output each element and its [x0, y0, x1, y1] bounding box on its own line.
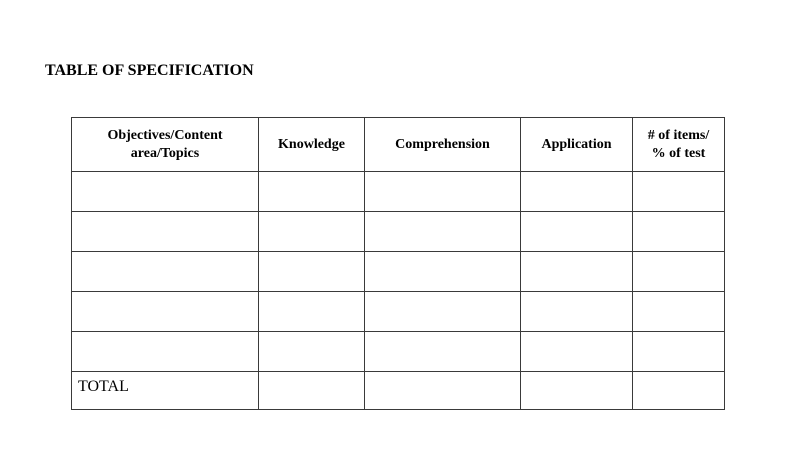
- table-cell[interactable]: [365, 332, 521, 372]
- table-cell[interactable]: [521, 252, 633, 292]
- header-row: [72, 118, 725, 172]
- table-cell[interactable]: [365, 292, 521, 332]
- table-row: [72, 172, 725, 212]
- header-comprehension-label: Comprehension: [395, 136, 490, 152]
- header-objectives-line1: Objectives/Content: [107, 127, 223, 143]
- header-knowledge-label: Knowledge: [278, 136, 345, 152]
- table-cell[interactable]: [365, 172, 521, 212]
- table-cell[interactable]: [521, 332, 633, 372]
- header-items-line2: % of test: [651, 145, 706, 161]
- table-cell[interactable]: [521, 172, 633, 212]
- table-cell[interactable]: [365, 212, 521, 252]
- total-cell[interactable]: [259, 372, 365, 410]
- header-comprehension: [365, 118, 521, 172]
- table-cell[interactable]: [72, 212, 259, 252]
- table-cell[interactable]: [259, 252, 365, 292]
- table-cell[interactable]: [259, 332, 365, 372]
- table-cell[interactable]: [633, 332, 725, 372]
- table-cell[interactable]: [72, 172, 259, 212]
- header-objectives: [72, 118, 259, 172]
- total-cell[interactable]: [521, 372, 633, 410]
- table-cell[interactable]: [259, 212, 365, 252]
- table-cell[interactable]: [259, 292, 365, 332]
- header-application: [521, 118, 633, 172]
- table-row: [72, 332, 725, 372]
- table-row: [72, 292, 725, 332]
- header-application-label: Application: [541, 136, 612, 152]
- table-cell[interactable]: [72, 252, 259, 292]
- header-knowledge: [259, 118, 365, 172]
- table-cell[interactable]: [633, 172, 725, 212]
- table-cell[interactable]: [365, 252, 521, 292]
- table-cell[interactable]: [633, 252, 725, 292]
- total-cell[interactable]: [633, 372, 725, 410]
- table-row: [72, 212, 725, 252]
- table-cell[interactable]: [633, 292, 725, 332]
- header-objectives-line2: area/Topics: [130, 145, 200, 161]
- document-title: TABLE OF SPECIFICATION: [45, 62, 254, 79]
- table-cell[interactable]: [72, 332, 259, 372]
- total-label: TOTAL: [72, 372, 259, 410]
- table-cell[interactable]: [633, 212, 725, 252]
- table-cell[interactable]: [72, 292, 259, 332]
- table-cell[interactable]: [259, 172, 365, 212]
- table-row: [72, 252, 725, 292]
- specification-table: [71, 117, 725, 410]
- header-items-line1: # of items/: [647, 127, 710, 143]
- table-cell[interactable]: [521, 292, 633, 332]
- total-cell[interactable]: [365, 372, 521, 410]
- table-cell[interactable]: [521, 212, 633, 252]
- header-items-percent: [633, 118, 725, 172]
- total-row: [72, 372, 725, 410]
